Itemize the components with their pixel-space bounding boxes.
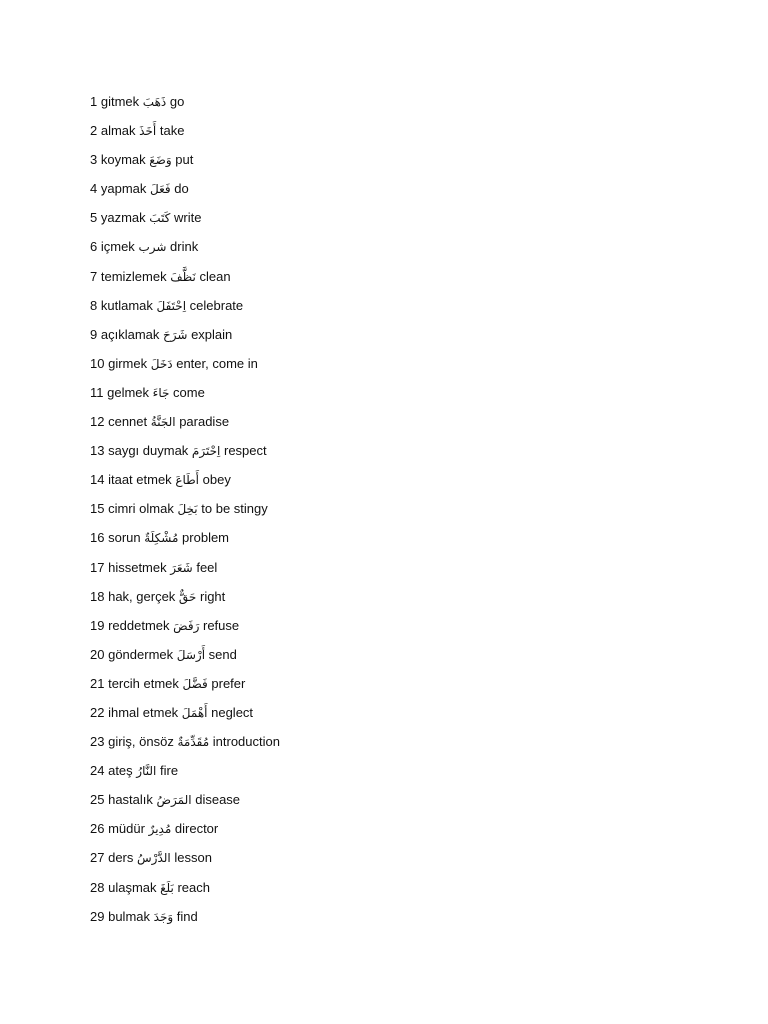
arabic-word: وَجَدَ (153, 909, 174, 924)
entry-number: 21 (90, 675, 105, 691)
entry-number: 18 (90, 588, 105, 604)
arabic-word: مُقَدِّمَةٌ (177, 735, 210, 750)
list-item (90, 906, 280, 935)
list-item (90, 440, 280, 469)
entry-number: 16 (90, 530, 105, 546)
english-word: respect (223, 443, 267, 459)
arabic-word: اِحْتَفَلَ (156, 298, 187, 313)
arabic-word: فَعَلَ (150, 182, 171, 197)
arabic-word: دَخَلَ (150, 356, 173, 371)
entry-number: 19 (90, 617, 105, 633)
english-word: lesson (174, 850, 212, 866)
arabic-word: مُدِيرٌ (148, 822, 172, 837)
arabic-word: أَطَاعَ (175, 473, 200, 488)
list-item (90, 178, 280, 207)
english-word: director (174, 821, 219, 837)
entry-number: 5 (90, 210, 98, 226)
entry-number: 3 (90, 152, 98, 168)
arabic-word: شَرَحَ (163, 327, 188, 342)
list-item (90, 586, 280, 615)
english-word: paradise (179, 414, 230, 430)
entry-number: 28 (90, 879, 105, 895)
arabic-word: رَفَضَ (173, 618, 200, 633)
turkish-word: gelmek (107, 384, 150, 400)
turkish-word: göndermek (108, 646, 174, 662)
entry-number: 14 (90, 472, 105, 488)
list-item (90, 760, 280, 789)
turkish-word: hissetmek (108, 559, 167, 575)
english-word: prefer (211, 675, 246, 691)
english-word: take (159, 123, 185, 139)
arabic-word: وَضَعَ (149, 153, 172, 168)
english-word: find (176, 908, 198, 924)
list-item (90, 615, 280, 644)
english-word: clean (199, 268, 231, 284)
entry-number: 13 (90, 443, 105, 459)
english-word: obey (202, 472, 231, 488)
arabic-word: كَتَبَ (149, 211, 171, 226)
english-word: right (199, 588, 226, 604)
english-word: refuse (203, 617, 240, 633)
turkish-word: gitmek (100, 94, 140, 109)
english-word: problem (182, 530, 230, 546)
entry-number: 27 (90, 850, 105, 866)
english-word: send (208, 646, 237, 662)
english-word: drink (170, 239, 199, 255)
english-word: write (174, 210, 202, 226)
english-word: do (174, 181, 189, 197)
arabic-word: مُشْكِلَةٌ (144, 531, 179, 546)
english-word: disease (195, 792, 241, 808)
arabic-word: أَهْمَلَ (181, 705, 208, 720)
list-item (90, 324, 280, 353)
list-item (90, 382, 280, 411)
turkish-word: temizlemek (100, 268, 167, 284)
list-item (90, 120, 280, 149)
list-item (90, 818, 280, 847)
arabic-word: اِحْتَرَمَ (191, 444, 221, 459)
turkish-word: hastalık (108, 792, 153, 808)
english-word: enter, come in (176, 355, 258, 371)
entry-number: 12 (90, 414, 105, 430)
turkish-word: bulmak (108, 908, 151, 924)
turkish-word: cennet (108, 414, 148, 430)
turkish-word: sorun (108, 530, 141, 546)
entry-number: 11 (90, 384, 104, 400)
entry-number: 6 (90, 239, 98, 255)
turkish-word: tercih etmek (108, 675, 179, 691)
list-item (90, 527, 280, 556)
list-item (90, 266, 280, 295)
list-item (90, 469, 280, 498)
arabic-word: المَرَضُ (156, 793, 192, 808)
list-item (90, 91, 280, 120)
english-word: explain (191, 326, 233, 342)
list-item (90, 498, 280, 527)
turkish-word: hak, gerçek (108, 588, 176, 604)
english-word: celebrate (189, 297, 244, 313)
turkish-word: müdür (108, 821, 145, 837)
turkish-word: itaat etmek (108, 472, 172, 488)
english-word: neglect (211, 704, 254, 720)
entry-number: 24 (90, 763, 105, 779)
entry-number: 10 (90, 355, 105, 371)
arabic-word: أَرْسَلَ (176, 647, 206, 662)
turkish-word: almak (100, 123, 136, 139)
entry-number: 23 (90, 734, 105, 750)
list-item (90, 731, 280, 760)
list-item (90, 789, 280, 818)
arabic-word: الجَنَّةُ (150, 415, 176, 430)
arabic-word: فَضَّلَ (182, 676, 208, 691)
english-word: feel (196, 559, 218, 575)
arabic-word: حَقٌّ (178, 589, 197, 604)
turkish-word: cimri olmak (108, 501, 174, 517)
entry-number: 15 (90, 501, 105, 517)
turkish-word: ateş (108, 763, 133, 779)
turkish-word: yapmak (100, 181, 147, 197)
english-word: come (173, 384, 205, 400)
entry-number: 29 (90, 908, 105, 924)
turkish-word: girmek (108, 355, 148, 371)
entry-number: 17 (90, 559, 105, 575)
entry-number: 8 (90, 297, 98, 313)
english-word: go (169, 94, 185, 109)
turkish-word: içmek (100, 239, 135, 255)
list-item (90, 557, 280, 586)
list-item (90, 353, 280, 382)
list-item (90, 236, 280, 265)
english-word: to be stingy (201, 501, 268, 517)
list-item (90, 207, 280, 236)
entry-number: 22 (90, 704, 105, 720)
turkish-word: ulaşmak (108, 879, 157, 895)
arabic-word: نَظَّفَ (170, 269, 196, 284)
vocabulary-list (90, 91, 280, 935)
entry-number: 7 (90, 268, 98, 284)
arabic-word: جَاءَ (152, 385, 170, 400)
entry-number: 1 (90, 94, 98, 109)
arabic-word: النَّارُ (136, 764, 157, 779)
turkish-word: ders (108, 850, 134, 866)
arabic-word: بَخِلَ (177, 502, 198, 517)
arabic-word: أَخَذَ (139, 124, 157, 139)
turkish-word: ihmal etmek (108, 704, 179, 720)
turkish-word: reddetmek (108, 617, 170, 633)
list-item (90, 411, 280, 440)
arabic-word: الدَّرْسُ (137, 851, 171, 866)
english-word: put (175, 152, 194, 168)
arabic-word: ذَهَبَ (142, 95, 167, 109)
english-word: reach (177, 879, 210, 895)
arabic-word: بَلَغَ (160, 880, 174, 895)
turkish-word: giriş, önsöz (108, 734, 174, 750)
list-item (90, 295, 280, 324)
list-item (90, 673, 280, 702)
arabic-word: شَعَرَ (170, 560, 193, 575)
entry-number: 9 (90, 326, 98, 342)
arabic-word: شرب (138, 240, 167, 255)
entry-number: 2 (90, 123, 98, 139)
entry-number: 4 (90, 181, 98, 197)
list-item (90, 149, 280, 178)
turkish-word: koymak (100, 152, 146, 168)
list-item (90, 847, 280, 876)
list-item (90, 877, 280, 906)
turkish-word: yazmak (100, 210, 146, 226)
list-item (90, 644, 280, 673)
english-word: fire (159, 763, 179, 779)
entry-number: 20 (90, 646, 105, 662)
english-word: introduction (212, 734, 280, 750)
list-item (90, 702, 280, 731)
turkish-word: kutlamak (100, 297, 153, 313)
turkish-word: saygı duymak (108, 443, 189, 459)
entry-number: 25 (90, 792, 105, 808)
entry-number: 26 (90, 821, 105, 837)
turkish-word: açıklamak (100, 326, 160, 342)
